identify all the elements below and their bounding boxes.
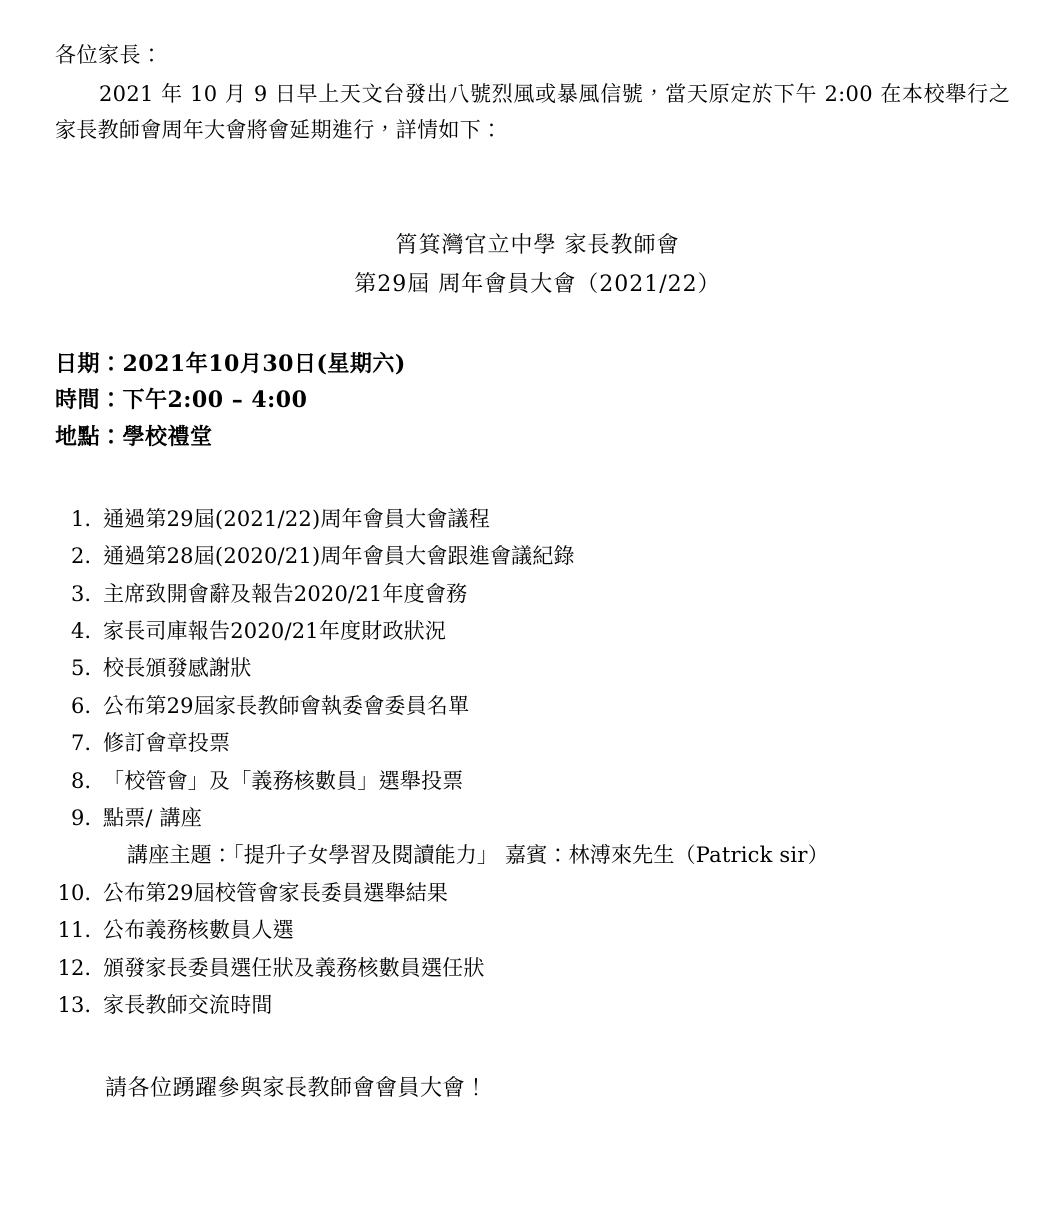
agenda-item-text: 家長司庫報告2020/21年度財政狀況 [103, 619, 447, 644]
meeting-details [55, 346, 1010, 455]
agenda-list [55, 501, 1010, 1025]
agenda-item-number: 13. [57, 993, 91, 1018]
list-item [55, 875, 1010, 912]
agenda-item-number: 6. [70, 693, 91, 718]
agenda-item-text: 家長教師交流時間 [103, 993, 273, 1018]
list-item [55, 950, 1010, 987]
heading-line-organization: 筲箕灣官立中學 家長教師會 [395, 233, 680, 258]
list-item [55, 912, 1010, 949]
agenda-item-text: 通過第29屆(2021/22)周年會員大會議程 [103, 506, 490, 531]
list-item [55, 987, 1010, 1024]
detail-venue: 地點：學校禮堂 [55, 423, 213, 450]
agenda-item-number: 5. [70, 656, 91, 681]
agenda-item-number: 8. [70, 768, 91, 793]
agenda-item-text [103, 800, 1010, 875]
intro-paragraph-text: 2021 年 10 月 9 日早上天文台發出八號烈風或暴風信號，當天原定於下午 2:00 在本校舉行之家長教師會周年大會將會延期進行，詳情如下： [55, 81, 1010, 143]
agenda-item-number: 10. [57, 881, 91, 906]
intro-paragraph [55, 76, 1010, 150]
agenda-item-text: 公布第29屆校管會家長委員選舉結果 [103, 881, 449, 906]
agenda-item-text: 公布第29屆家長教師會執委會委員名單 [103, 693, 470, 718]
agenda-item-number: 3. [70, 581, 91, 606]
agenda-item-number: 11. [57, 918, 91, 943]
list-item [55, 538, 1010, 575]
list-item [55, 576, 1010, 613]
agenda-item-number: 1. [70, 506, 91, 531]
salutation: 各位家長： [55, 43, 163, 67]
list-item [55, 763, 1010, 800]
list-item [55, 613, 1010, 650]
detail-date: 日期：2021年10月30日(星期六) [55, 351, 406, 377]
list-item [55, 725, 1010, 762]
agenda-item-text: 校長頒發感謝狀 [103, 656, 252, 681]
list-item [55, 501, 1010, 538]
agenda-item-number: 4. [70, 619, 91, 644]
agenda-item-text: 「校管會」及「義務核數員」選舉投票 [103, 768, 464, 793]
agenda-item-number: 9. [70, 805, 91, 830]
agenda-item-text: 公布義務核數員人選 [103, 918, 294, 943]
agenda-item-text: 頒發家長委員選任狀及義務核數員選任狀 [103, 955, 485, 980]
list-item [55, 688, 1010, 725]
agenda-item-subtext: 講座主題：「提升子女學習及閱讀能力」 嘉賓：林溥來先生（Patrick sir） [127, 843, 829, 868]
agenda-item-number: 2. [70, 544, 91, 569]
agenda-item-text: 修訂會章投票 [103, 731, 231, 756]
detail-time: 時間：下午2:00 – 4:00 [55, 387, 308, 414]
list-item [55, 800, 1010, 875]
agenda-item-number: 7. [70, 731, 91, 756]
heading-line-meeting: 第29屆 周年會員大會（2021/22） [354, 271, 721, 297]
agenda-item-number: 12. [57, 955, 91, 980]
agenda-item-text: 通過第28屆(2020/21)周年會員大會跟進會議紀錄 [103, 544, 575, 569]
closing-line: 請各位踴躍參與家長教師會會員大會！ [105, 1075, 488, 1101]
list-item [55, 650, 1010, 687]
heading-block [55, 227, 1010, 304]
agenda-item-text: 主席致開會辭及報告2020/21年度會務 [103, 581, 468, 606]
agenda-item-main-text: 點票/ 講座 [103, 805, 202, 830]
